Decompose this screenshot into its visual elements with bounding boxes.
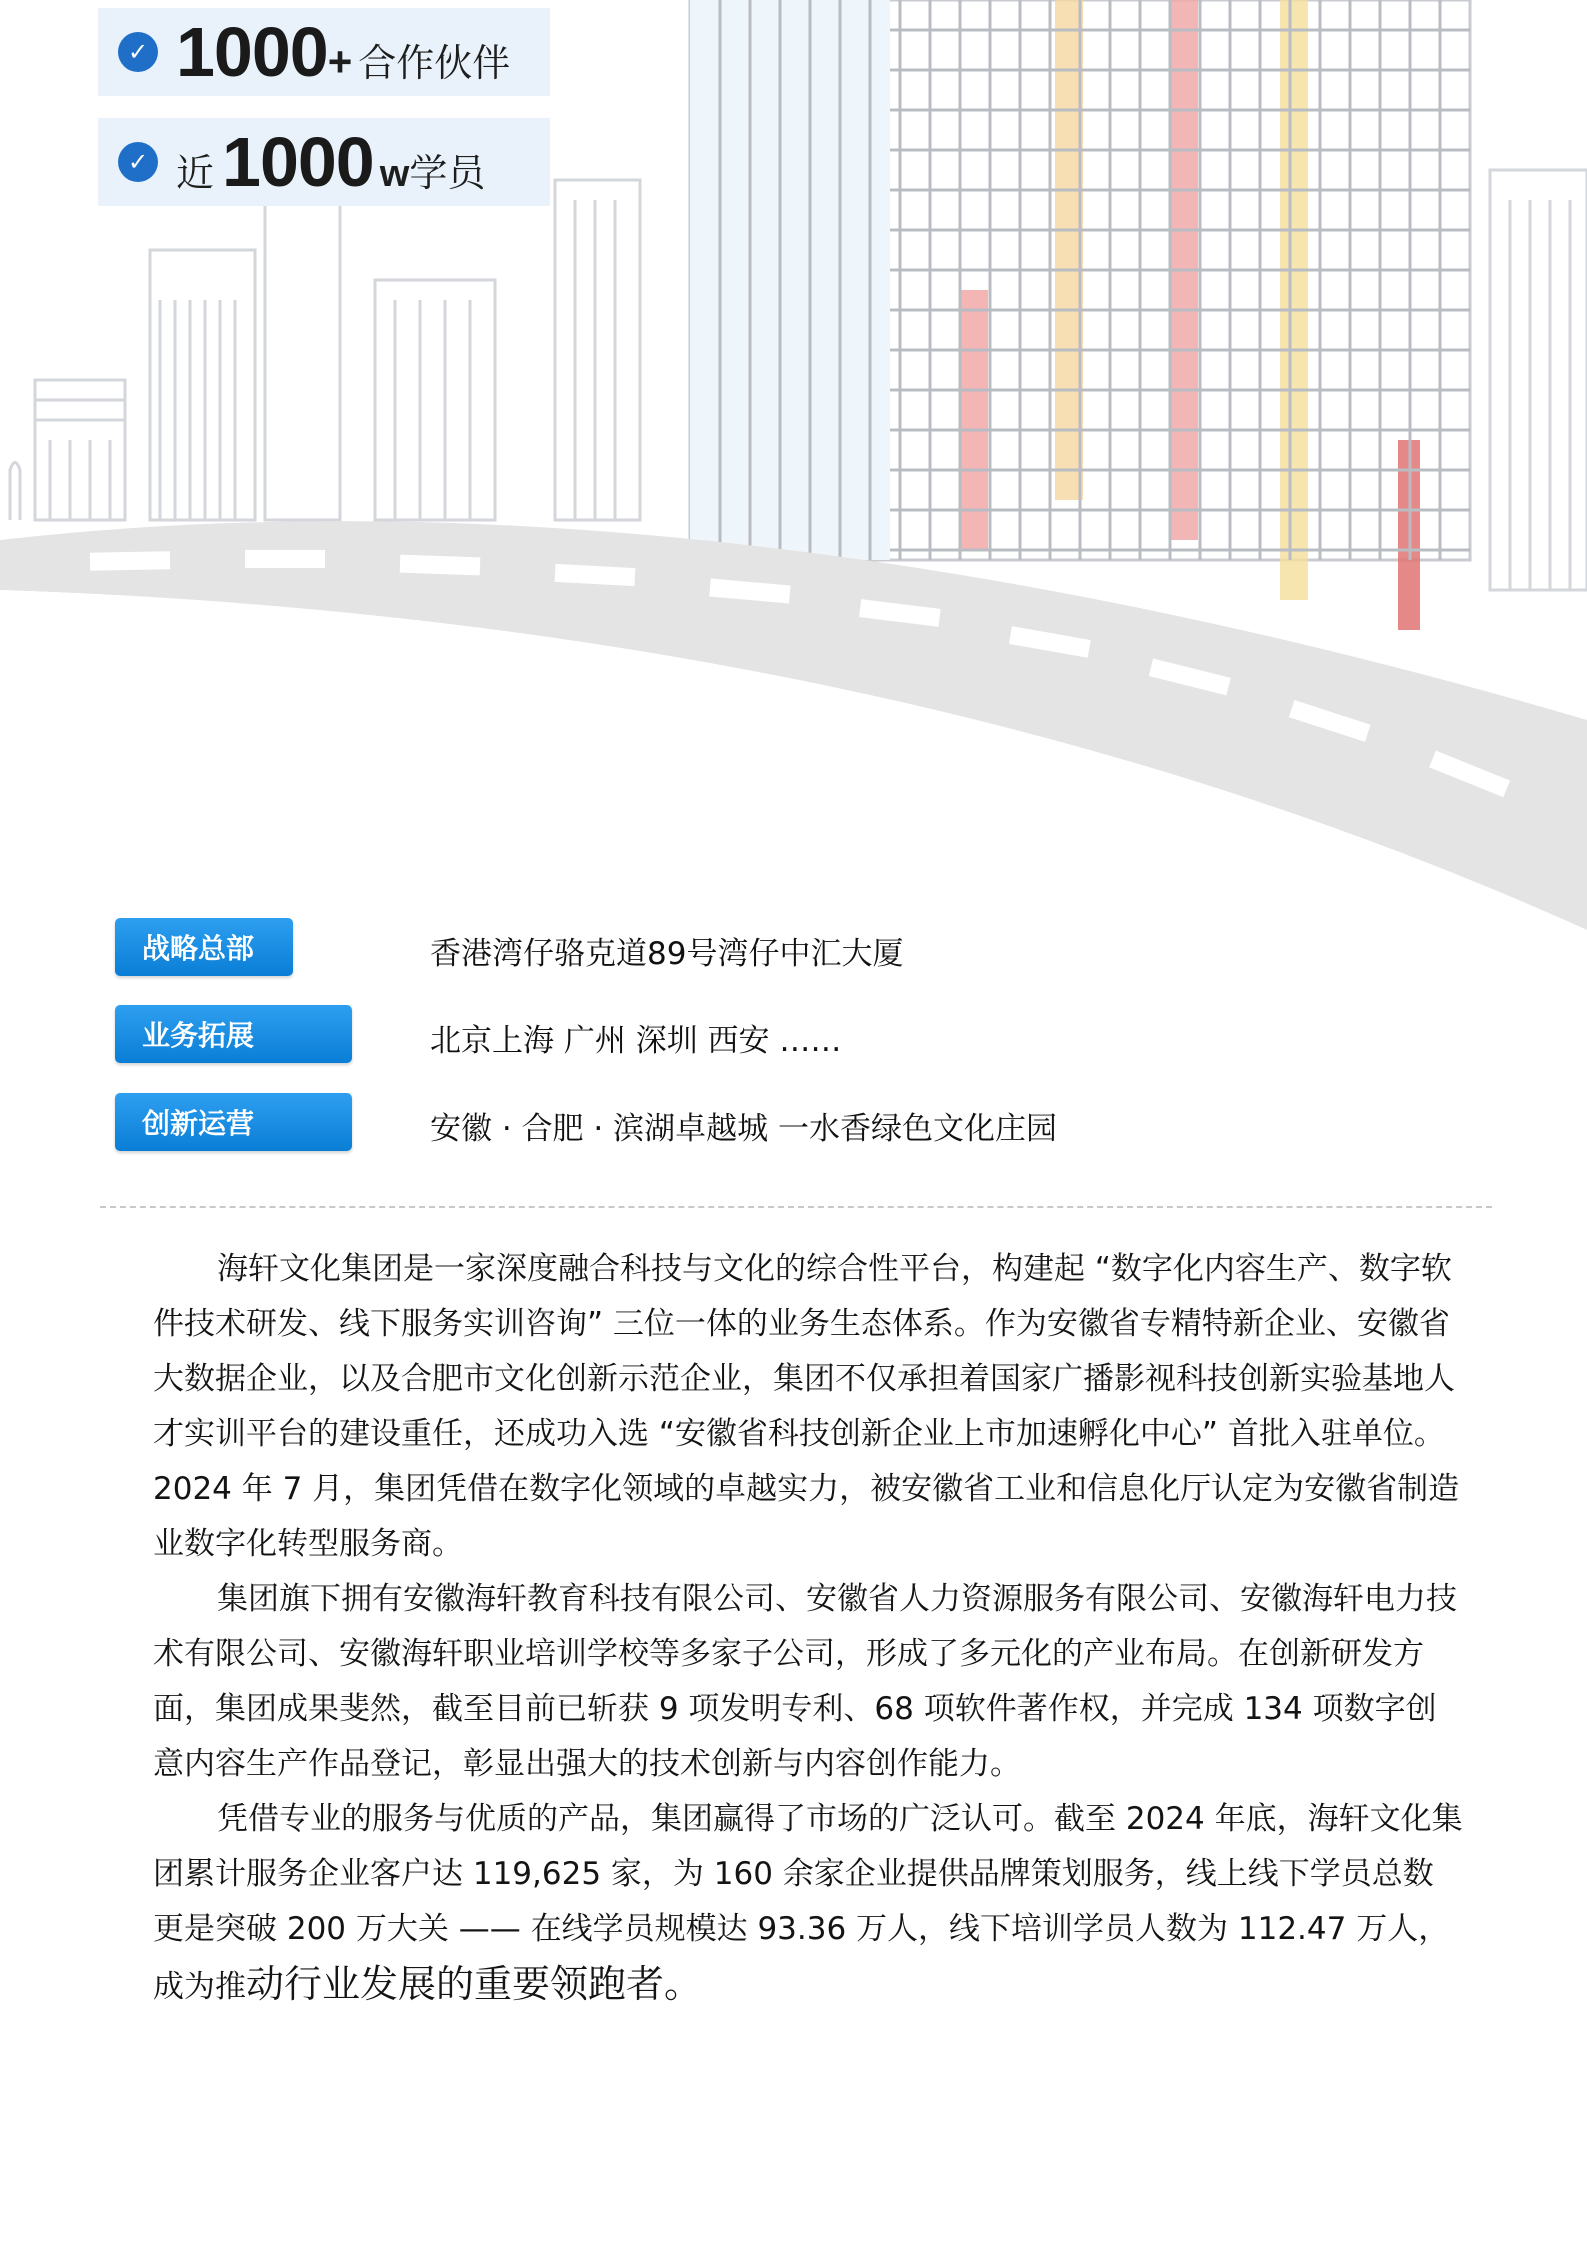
stat-partners-text: [176, 12, 510, 92]
paragraph-1: 海轩文化集团是一家深度融合科技与文化的综合性平台，构建起 “数字化内容生产、数字软件技术研发、线下服务实训咨询” 三位一体的业务生态体系。作为安徽省专精特新企业、安徽省大数据企业，以及合肥市文化创新示范企业，集团不仅承担着国家广播影视科技创新实验基地人才实训平台的建设重任，还成功入选 “安徽省科技创新企业上市加速孵化中心” 首批入驻单位。2024 年 7 月，集团凭借在数字化领域的卓越实力，被安徽省工业和信息化厅认定为安徽省制造业数字化转型服务商。: [153, 1251, 1460, 1562]
stat-plus: +: [327, 38, 353, 85]
label-badge: 业务拓展: [115, 1005, 352, 1063]
stat-students-text: [176, 122, 485, 202]
info-row-operations: [115, 1093, 1057, 1151]
label-badge: 战略总部: [115, 918, 293, 976]
stat-label: 合作伙伴: [358, 43, 511, 85]
stat-prefix: 近: [176, 153, 215, 195]
stat-students: [98, 118, 550, 206]
dashed-divider: [100, 1206, 1492, 1208]
stat-label: 学员: [409, 153, 486, 195]
info-value: 北京上海 广州 深圳 西安 ……: [430, 1023, 842, 1059]
stat-number: 1000: [222, 123, 374, 201]
info-row-business: [115, 1005, 842, 1063]
info-value: 香港湾仔骆克道89号湾仔中汇大厦: [430, 936, 904, 972]
check-icon: ✓: [118, 142, 158, 182]
stat-number: 1000: [176, 13, 328, 91]
stat-unit: w: [379, 153, 410, 195]
company-description: [153, 1242, 1463, 2015]
info-row-headquarters: [115, 918, 904, 976]
paragraph-3-text: 凭借专业的服务与优质的产品，集团赢得了市场的广泛认可。截至 2024 年底，海轩文化集团累计服务企业客户达 119,625 家，为 160 余家企业提供品牌策划服务，线上线下学员总数更是突破 200 万大关 —— 在线学员规模达 93.36 万人，线下培训学员人数为 112.47 万人，成为推: [153, 1801, 1463, 2005]
paragraph-3: [153, 1792, 1463, 2015]
check-icon: ✓: [118, 32, 158, 72]
paragraph-3-tail: 动行业发展的重要领跑者。: [246, 1962, 703, 2006]
info-value: 安徽 · 合肥 · 滨湖卓越城 一水香绿色文化庄园: [430, 1111, 1057, 1147]
label-badge: 创新运营: [115, 1093, 352, 1151]
paragraph-2: 集团旗下拥有安徽海轩教育科技有限公司、安徽省人力资源服务有限公司、安徽海轩电力技术有限公司、安徽海轩职业培训学校等多家子公司，形成了多元化的产业布局。在创新研发方面，集团成果斐然，截至目前已斩获 9 项发明专利、68 项软件著作权，并完成 134 项数字创意内容生产作品登记，彰显出强大的技术创新与内容创作能力。: [153, 1581, 1457, 1782]
stat-partners: [98, 8, 550, 96]
